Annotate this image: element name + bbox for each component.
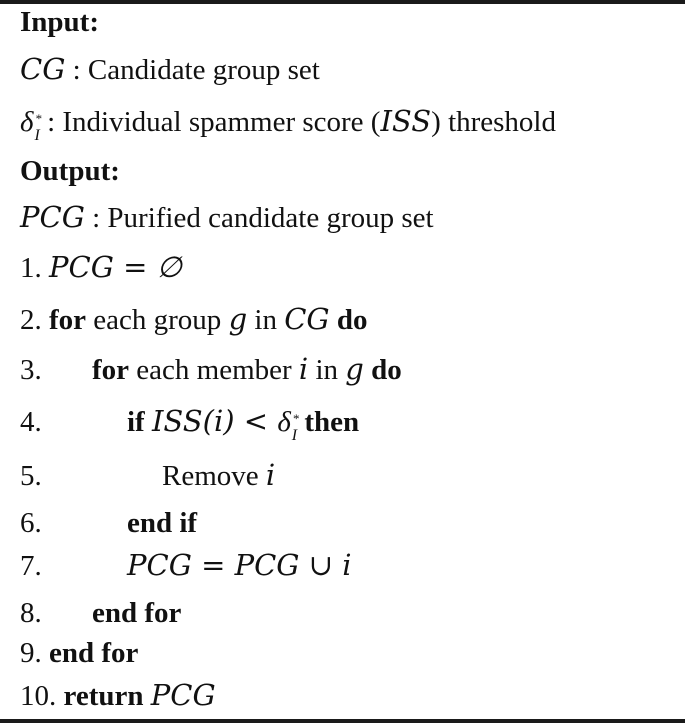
union-expression: PCG = PCG ∪ i <box>127 548 352 582</box>
iss-expression: ISS(i) <box>151 404 235 438</box>
step-number: 7. <box>20 550 42 582</box>
top-rule <box>0 0 685 4</box>
step-7 <box>20 548 351 583</box>
step-3 <box>20 352 402 387</box>
keyword-do: do <box>329 304 368 336</box>
output-label: Output: <box>20 155 120 187</box>
step-number: 3. <box>20 354 42 386</box>
step2-text: each group <box>86 304 229 336</box>
var-i: i <box>298 352 309 386</box>
pcg-description: : Purified candidate group set <box>84 202 434 234</box>
step-5 <box>20 458 275 493</box>
empty-set-symbol: ∅ <box>156 250 182 284</box>
var-cg: CG <box>284 302 330 336</box>
output-pcg-line <box>20 200 434 235</box>
keyword-end-if: end if <box>127 507 198 539</box>
keyword-for: for <box>49 304 87 336</box>
threshold-description: : Individual spammer score ( <box>39 106 381 138</box>
var-g: g <box>345 352 364 386</box>
cg-description: : Candidate group set <box>65 54 320 86</box>
step-number: 5. <box>20 460 42 492</box>
input-label: Input: <box>20 6 99 38</box>
step-number: 4. <box>20 406 42 438</box>
step-9 <box>20 636 138 670</box>
bottom-rule <box>0 719 685 723</box>
step2-in: in <box>247 304 285 336</box>
cg-symbol: CG <box>20 52 66 86</box>
keyword-for: for <box>92 354 130 386</box>
step-number: 8. <box>20 597 42 629</box>
step-1 <box>20 250 182 285</box>
keyword-do: do <box>363 354 402 386</box>
keyword-end-for: end for <box>92 597 182 629</box>
step-10 <box>20 678 216 713</box>
step3-in: in <box>308 354 346 386</box>
delta-symbol: δI * <box>277 406 299 444</box>
step-number: 9. <box>20 637 42 669</box>
threshold-description-end: ) threshold <box>431 106 556 138</box>
output-heading <box>20 154 120 188</box>
iss-symbol: ISS <box>380 104 432 138</box>
step5-text: Remove <box>162 460 266 492</box>
step3-text: each member <box>129 354 299 386</box>
pcg-symbol: PCG <box>20 200 85 234</box>
keyword-then: then <box>297 406 360 438</box>
var-pcg: PCG <box>150 678 216 712</box>
step-number: 10. <box>20 680 57 712</box>
var-i: i <box>265 458 276 492</box>
keyword-if: if <box>127 406 145 438</box>
step-number: 1. <box>20 252 42 284</box>
input-threshold-line <box>20 104 556 144</box>
input-heading <box>20 5 99 39</box>
var-g: g <box>228 302 248 336</box>
step1-lhs: PCG <box>49 250 114 284</box>
less-than-op: < <box>234 404 278 438</box>
step-2 <box>20 302 367 337</box>
keyword-end-for: end for <box>49 637 139 669</box>
delta-symbol: δI * <box>20 106 42 144</box>
step-8 <box>20 596 181 630</box>
input-cg-line <box>20 52 320 87</box>
step-4 <box>20 404 360 444</box>
step-6 <box>20 506 197 540</box>
step1-op: = <box>113 250 157 284</box>
step-number: 6. <box>20 507 42 539</box>
keyword-return: return <box>63 680 144 712</box>
step-number: 2. <box>20 304 42 336</box>
